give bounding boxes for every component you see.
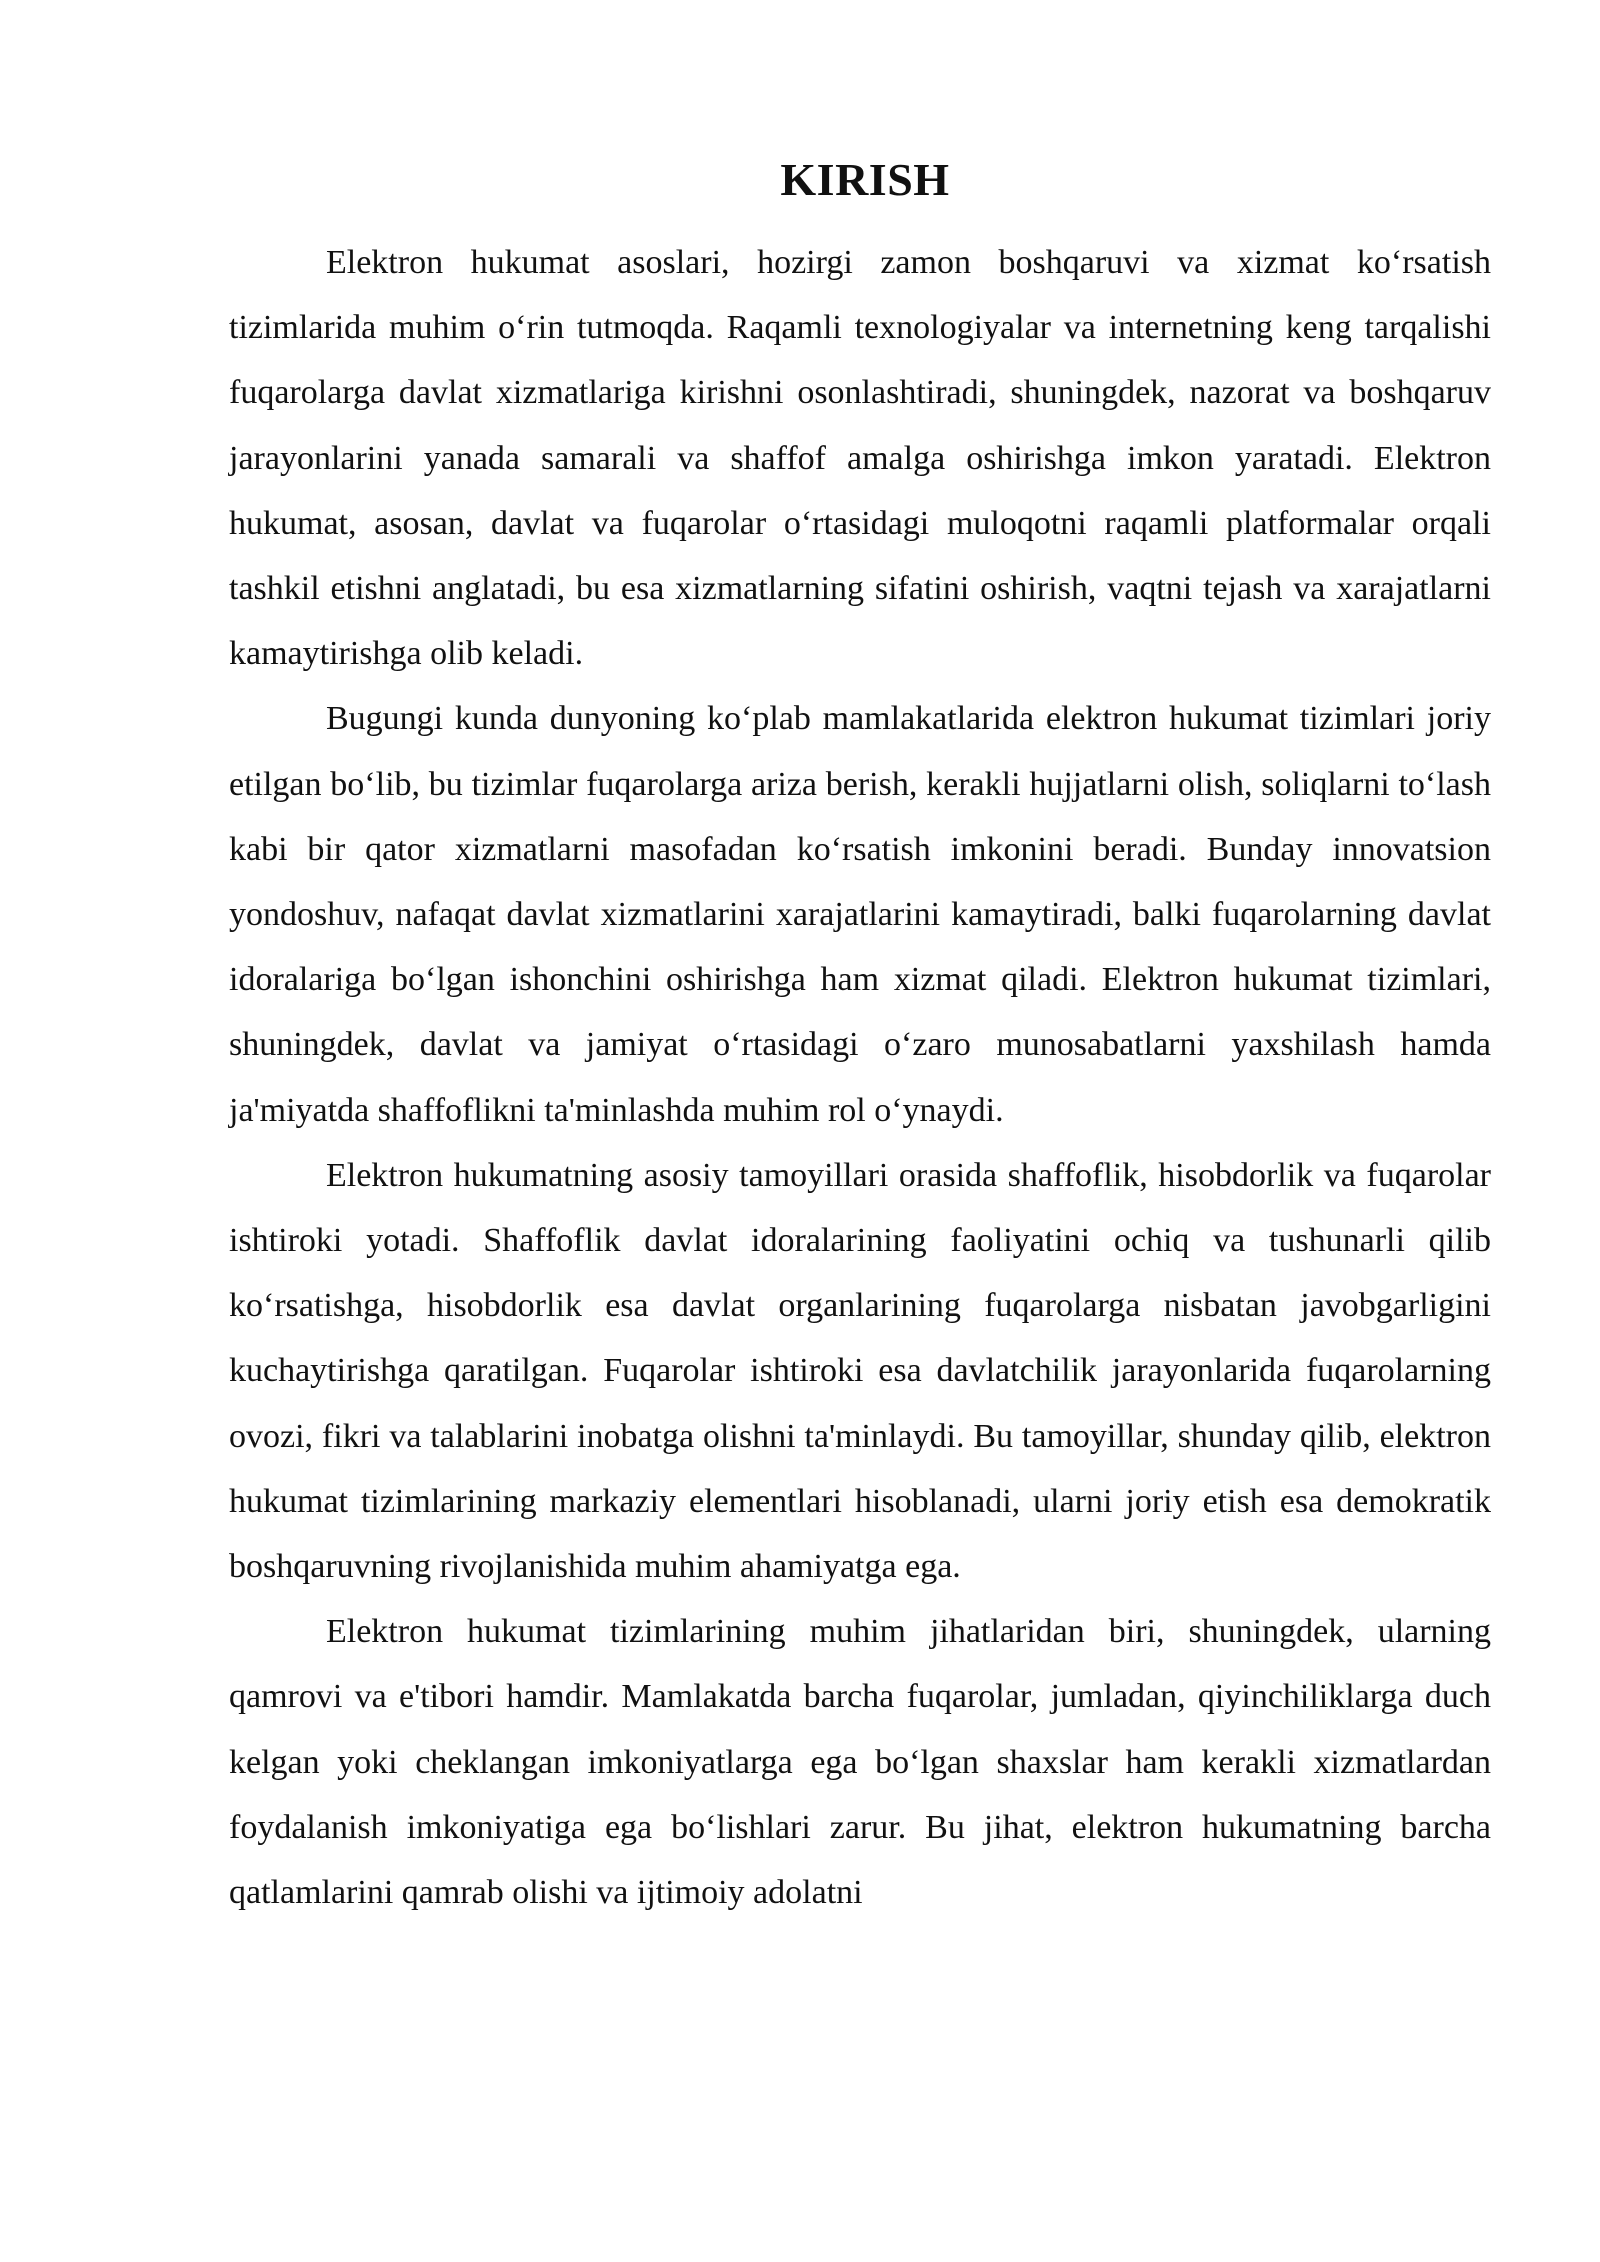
document-body [229, 230, 1491, 1925]
paragraph-3: Elektron hukumatning asosiy tamoyillari orasida shaffoflik, hisobdorlik va fuqarolar ishtiroki yotadi. Shaffoflik davlat idoralarining faoliyatini ochiq va tushunarli qilib koʻrsatishga, hisobdorlik esa davlat organlarining fuqarolarga nisbatan javobgarligini kuchaytirishga qaratilgan. Fuqarolar ishtiroki esa davlatchilik jarayonlarida fuqarolarning ovozi, fikri va talablarini inobatga olishni ta'minlaydi. Bu tamoyillar, shunday qilib, elektron hukumat tizimlarining markaziy elementlari hisoblanadi, ularni joriy etish esa demokratik boshqaruvning rivojlanishida muhim ahamiyatga ega. [229, 1156, 1491, 1586]
paragraph-2: Bugungi kunda dunyoning koʻplab mamlakatlarida elektron hukumat tizimlari joriy etilgan boʻlib, bu tizimlar fuqarolarga ariza berish, kerakli hujjatlarni olish, soliqlarni toʻlash kabi bir qator xizmatlarni masofadan koʻrsatish imkonini beradi. Bunday innovatsion yondoshuv, nafaqat davlat xizmatlarini xarajatlarini kamaytiradi, balki fuqarolarning davlat idoralariga boʻlgan ishonchini oshirishga ham xizmat qiladi. Elektron hukumat tizimlari, shuningdek, davlat va jamiyat oʻrtasidagi oʻzaro munosabatlarni yaxshilash hamda ja'miyatda shaffoflikni ta'minlashda muhim rol oʻynaydi. [229, 700, 1491, 1129]
page-title: KIRISH [780, 154, 950, 205]
paragraph-4: Elektron hukumat tizimlarining muhim jihatlaridan biri, shuningdek, ularning qamrovi va e'tibori hamdir. Mamlakatda barcha fuqarolar, jumladan, qiyinchiliklarga duch kelgan yoki cheklangan imkoniyatlarga ega boʻlgan shaxslar ham kerakli xizmatlardan foydalanish imkoniyatiga ega boʻlishlari zarur. Bu jihat, elektron hukumatning barcha qatlamlarini qamrab olishi va ijtimoiy adolatni [229, 1613, 1491, 1912]
paragraph-1: Elektron hukumat asoslari, hozirgi zamon boshqaruvi va xizmat koʻrsatish tizimlarida muhim oʻrin tutmoqda. Raqamli texnologiyalar va internetning keng tarqalishi fuqarolarga davlat xizmatlariga kirishni osonlashtiradi, shuningdek, nazorat va boshqaruv jarayonlarini yanada samarali va shaffof amalga oshirishga imkon yaratadi. Elektron hukumat, asosan, davlat va fuqarolar oʻrtasidagi muloqotni raqamli platformalar orqali tashkil etishni anglatadi, bu esa xizmatlarning sifatini oshirish, vaqtni tejash va xarajatlarni kamaytirishga olib keladi. [229, 244, 1491, 673]
